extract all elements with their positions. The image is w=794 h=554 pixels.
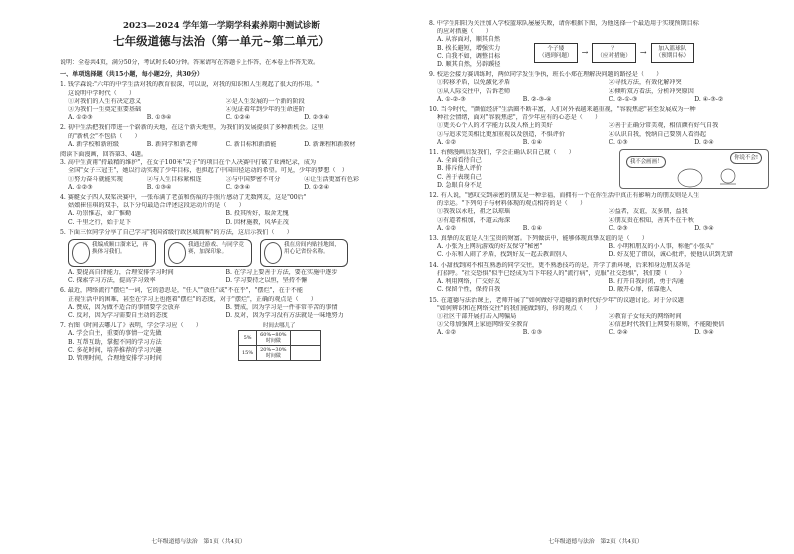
arrow-right-icon: → (581, 47, 589, 57)
time-grid: 5% 60%~80% 时间做 15% 20%~30% 时间做 (238, 330, 321, 361)
question-1: 1. 钱学森说:"六年的中学生活对我的教育很深，可以说，对我的知识和人生观起了很大的作用。" 这说明中学时代（ ） ①对我们的人生有决定意义 ②是人生发展的一个新的阶段 ③为我们一生奠定重要基础 ④见证着年到少年的生命进阶 A. ①②③ B. ①③④ C. ①②④ D. ②③④ (60, 81, 330, 122)
bubble-1: 我编成顺口溜来记，再换体习我们。 (68, 239, 156, 267)
question-4: 4. 赛艇女子四人双桨决赛中，一张布满了老茧和伤痕的手照片感动了无数网友，这是"00后" 姑娘崔佳琪的双手，以下分句最适合评述这段运动片的是（ ） A. 功崇惟志，业广惟勤 B. 投其所好，取舍无愧 C. 千里之行，始于足下 D. 因材施教，风华正茂 (60, 194, 307, 226)
page-2 (397, 0, 794, 554)
flow-problem: 个子矮 （遇到问题） (534, 43, 578, 63)
flow-diagram (534, 36, 694, 69)
question-13: 13. 真挚的友谊是人生宝贵的财富。下列做法中，能够体现真挚友谊的是（ ） A. 小张为上网玩游戏的好友保守"秘密" B. 小明和朋友的小人事，称他"小张头" C. 小东和人闹了矛盾，找到好友一起去教训别人 D. 好友犯了错误，诚心批评，使他认识到无错 (429, 235, 733, 259)
question-15: 15. 在道德与法治课上，老师开展了"如何做好守道德的新时代好少年"的议题讨论。对于分议题 "如何辨识和在网络交往"的我们能做到的，你的观点（ ） ①社区干部开展打击入网骗局 ②教育子女每天的网络时间 ③父母加强网上家庭网络安全教育 ④信息时代我们上网要有原则，不能随便信 A. ①② B. ①③ C. ②④ D. ③④ (429, 296, 725, 337)
exam-subtitle: 七年级道德与法治（第一单元~第二单元） (113, 34, 330, 48)
exam-note: 说明：全卷共4页，满分50分，考试时长40分钟。答案请写在答题卡上作答，在本卷上作答无效。 (60, 59, 320, 66)
cartoon-speech-left: 我不会画画！ (626, 156, 666, 168)
page-footer: 七年级道德与法治 第1页（共4页） (151, 538, 246, 545)
question-5: 5. 下面三位同学分享了自己学习"我国省级行政区域简称"的方法，这启示我们（ ） 我编成顺口溜来记，再换体习我们。 我通过游戏、与同学竞赛，加深印象。 我在房间内贴挂地图，用心记省份名称。 A. 要提高自律能力，合理安排学习时间 B. 在学习上要善于方法，要在实施中逐步 C. 探索学习方法，提高学习效率 D. 学习要持之以恒，坚持不懈 (60, 229, 383, 286)
exam-title: 2023—2024 学年第一学期学科素养期中测试诊断 (123, 21, 320, 31)
question-10: 10. 当今时代，"颜值经济"生活圈不断丰富，人们对外表越来越重视，"容貌焦虑"甚至发展成为一种 种社会情绪，面对"容貌焦虑"，青少年应有的心态是（ ） ①更关心个人的才学能力以及人格上的美好 ②善于正确分常美观，相信颜有好气自我 ③与追求完美相比更加重视以及创造，不惧评价 ④认识自我，悦纳自己要别人看得起 A. ①② B. ①④ C. ①③ D. ②④ (429, 106, 719, 146)
flow-measure: ？ （应对措施） (592, 43, 636, 63)
question-3: 阅读下面漫画，回答第3、4题。 3. 高中生黄甫"持最精的维护"，在女子100米"尖子"的项目在个人决赛中打破了亚洲纪录，成为 全国"女子三冠王"，她以行动实现了少年目标，也担起了中国田径运动的希望。可见，少年的梦想（ ） ①努力奋斗就能实现 ②与人生目标紧相连 ③与中国梦密不可分 ④让生活更富有色彩 A. ①②③ B. ①③④ C. ②③④ D. ①②④ (60, 151, 360, 191)
student-figure-icon (168, 242, 186, 264)
time-table: 时间去哪儿了 5% 60%~80% 时间做 15% 20%~30% 时间做 (238, 322, 321, 363)
student-bubbles (60, 239, 383, 267)
student-figure-icon (264, 242, 282, 264)
question-6: 6. 最近，网络流行"摆烂"一词，它的意思是，"任人""放任"或"不在乎"，"摆烂"，在于不能 正视生活中的困难，甚至在学习上也抱着"摆烂"的态度，对于"摆烂"，正确的观点是（ ） A. 赞成，因为做不适合的事情要学会放弃 B. 赞成，因为学习是一件非常辛苦的事情 C. 反对，因为学习需要自主动的态度 D. 反对，因为学习没有方法就是一味地努力 (60, 287, 344, 320)
question-7: 7. 右图《时间去哪儿了》表明，学会学习应（ ） A. 学会自主，重要的事情一定先做 B. 互帮互助，掌握不同的学习方法 C. 多花时间，培养推荐的学习兴趣 D. 管理时间，合理地安排学习时间 时间去哪儿了 5% 60%~80% 时间做 15% 20%~30% 时间做 (60, 322, 383, 363)
question-2: 2. 初中生活把我们带进一个崭新的天地，在这个新天地里，为我们的发展提供了多种新机会。这里 的"新机会"不包括（ ） A. 新学校和新班级 B. 新同学和新老师 C. 新目标和新潜能 D. 新课程和新教材 (60, 124, 356, 148)
section-heading: 一、单项选择题（共15小题，每小题2分，共30分） (60, 71, 204, 79)
page-footer: 七年级道德与法治 第2页（共4页） (548, 538, 643, 545)
cartoon-image (619, 149, 769, 189)
question-11: 11. 右侧漫画启发我们，学会正确认识自己就（ ） A. 全面看待自己 B. 排斥他人评价 C. 善于表现自己 D. 急眼自身不足 我不会画画！ 你说不会! (429, 149, 780, 190)
bubble-3: 我在房间内贴挂地图，用心记省份名称。 (260, 239, 348, 267)
bubble-2: 我通过游戏、与同学竞赛，加深印象。 (164, 239, 252, 267)
flow-goal: 加入篮球队 （预期目标） (651, 43, 695, 63)
arrow-right-icon: → (639, 47, 647, 57)
question-9: 9. 校运会接力赛训练时，两位同学发生争执，班长小郑在理解决问题的路径是（ ） ①转移矛盾，以免激化矛盾 ②寻找方法，有效化解冲突 ③从人际交往中，告诉老师 ④倾听双方看法，分析冲突原因 A. ①-②-③ B. ②-③-④ C. ②-①-③ D. ④-③-② (429, 71, 724, 103)
cartoon-speech-right: 你说不会! (730, 152, 762, 164)
cartoon-figures-icon (620, 150, 770, 190)
question-14: 14. 小甜找到闲不相互熟悉的同学交往，更不熟悉技巧的是，开学了新环境，后来和身边朋友各是 打招呼。"社交恐惧"似乎已经成为当下年轻人的"流行病"，克服"社交恐惧"，我们要（ ） A. 利用网络，广交好友 B. 打开自我封闭，勇于沟通 C. 保留个性，保持自我 D. 敞开心扉，依靠他人 (429, 261, 691, 294)
question-8: 8. 中学生阳阳为关注加入学校篮球队屡屡失败，请你根据下图，为他选择一个最适用于实现预期目标 的应对措施（ ） A. 从容面对，顺其自然 B. 挨长避短，增强实力 C. 自我不如，调整目标 D. 顺其自然，另辟蹊径 个子矮 （遇到问题） → ？ （应对措施） → 加入篮球队 （预期目标） (429, 20, 699, 69)
student-figure-icon (72, 242, 90, 264)
question-12: 12. 有人说，"感叹交到亲密的朋友是一种幸福，而拥有一个在你生活中真正有影响力的朋友则是人生 的幸运。"下列句子与材料体现的观点相符的是（ ） ①我我以永旺，祖之以琼瑶 ②益者，友谊，友多朋，益我 ③有道者相加，不道云海深 ④朋友贵在相知，善其不在千秋 A. ①② B. ①④ C. ②③ D. ③④ (429, 192, 714, 232)
